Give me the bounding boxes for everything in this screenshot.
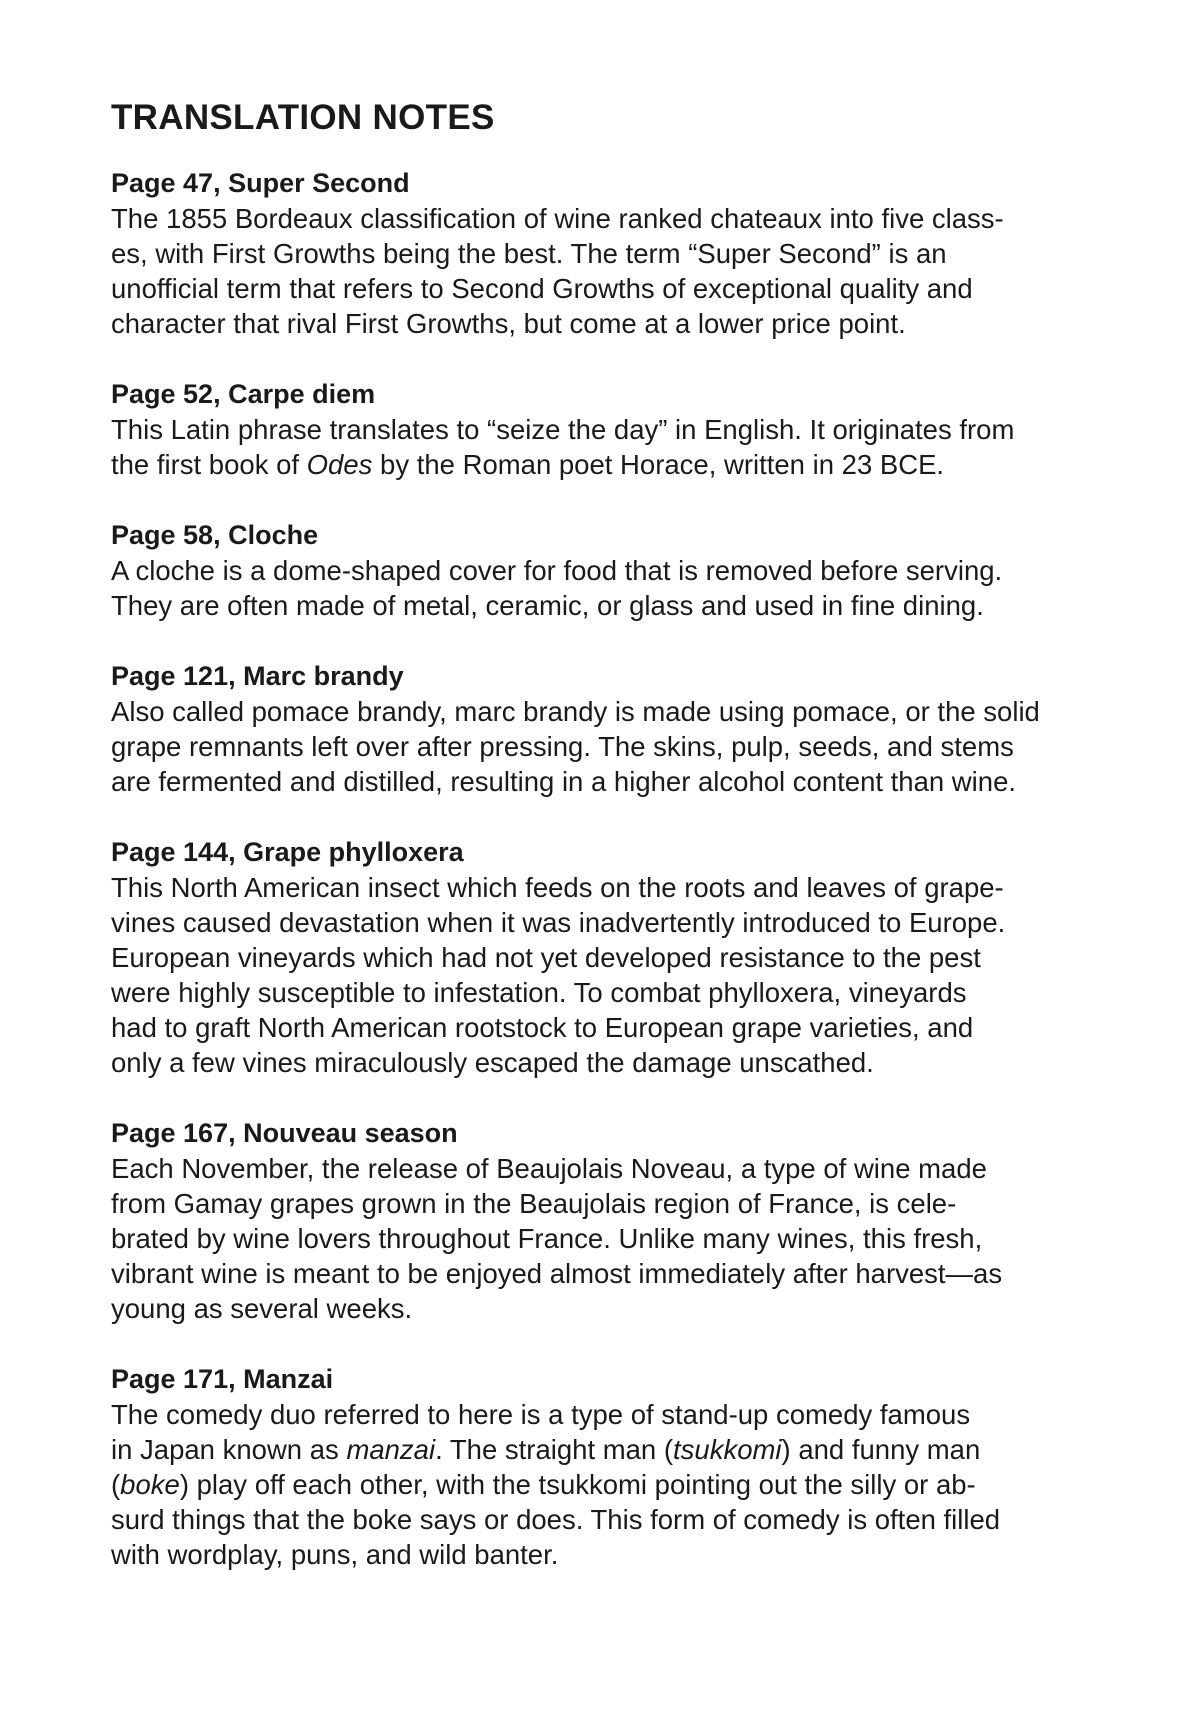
text-run: young as several weeks.	[111, 1293, 413, 1324]
text-run: vines caused devastation when it was inadvertently introduced to Europe.	[111, 907, 1006, 938]
text-run: Each November, the release of Beaujolais Noveau, a type of wine made	[111, 1153, 987, 1184]
italic-term: tsukkomi	[673, 1434, 782, 1465]
text-run: es, with First Growths being the best. The term “Super Second” is an	[111, 238, 947, 269]
text-run: The 1855 Bordeaux classification of wine ranked chateaux into five class-	[111, 203, 1004, 234]
note-line	[111, 1291, 1111, 1326]
text-run: unofficial term that refers to Second Growths of exceptional quality and	[111, 273, 973, 304]
note-section	[111, 377, 1111, 482]
text-run: This Latin phrase translates to “seize the day” in English. It originates from	[111, 414, 1015, 445]
note-line	[111, 1186, 1111, 1221]
note-line	[111, 1432, 1111, 1467]
note-line	[111, 447, 1111, 482]
note-line	[111, 271, 1111, 306]
note-section	[111, 659, 1111, 799]
note-section	[111, 835, 1111, 1080]
text-run: with wordplay, puns, and wild banter.	[111, 1539, 559, 1570]
note-line	[111, 940, 1111, 975]
note-line	[111, 1537, 1111, 1572]
note-line	[111, 412, 1111, 447]
note-body	[111, 412, 1111, 482]
note-line	[111, 201, 1111, 236]
note-section	[111, 166, 1111, 341]
note-body	[111, 1151, 1111, 1326]
text-run: had to graft North American rootstock to European grape varieties, and	[111, 1012, 974, 1043]
note-line	[111, 1151, 1111, 1186]
text-run: character that rival First Growths, but come at a lower price point.	[111, 308, 906, 339]
note-line	[111, 729, 1111, 764]
text-run: A cloche is a dome-shaped cover for food that is removed before serving.	[111, 555, 1003, 586]
note-line	[111, 236, 1111, 271]
note-body	[111, 553, 1111, 623]
italic-term: Odes	[306, 449, 373, 480]
notes-list	[111, 166, 1111, 1572]
translation-notes-page	[111, 92, 1111, 1608]
text-run: (	[111, 1469, 121, 1500]
text-run: vibrant wine is meant to be enjoyed almost immediately after harvest—as	[111, 1258, 1003, 1289]
note-heading: Page 47, Super Second	[111, 168, 410, 198]
italic-term: boke	[120, 1469, 180, 1500]
text-run: . The straight man (	[435, 1434, 674, 1465]
note-heading: Page 52, Carpe diem	[111, 379, 376, 409]
note-section	[111, 1116, 1111, 1326]
text-run: grape remnants left over after pressing. The skins, pulp, seeds, and stems	[111, 731, 1014, 762]
text-run: They are often made of metal, ceramic, or glass and used in fine dining.	[111, 590, 984, 621]
text-run: from Gamay grapes grown in the Beaujolais region of France, is cele-	[111, 1188, 957, 1219]
note-line	[111, 1467, 1111, 1502]
note-line	[111, 1256, 1111, 1291]
note-line	[111, 306, 1111, 341]
text-run: were highly susceptible to infestation. To combat phylloxera, vineyards	[111, 977, 967, 1008]
text-run: are fermented and distilled, resulting in a higher alcohol content than wine.	[111, 766, 1017, 797]
note-line	[111, 1221, 1111, 1256]
text-run: brated by wine lovers throughout France. Unlike many wines, this fresh,	[111, 1223, 983, 1254]
text-run: Also called pomace brandy, marc brandy is made using pomace, or the solid	[111, 696, 1040, 727]
note-line	[111, 870, 1111, 905]
note-heading: Page 144, Grape phylloxera	[111, 837, 464, 867]
note-heading: Page 171, Manzai	[111, 1364, 334, 1394]
text-run: only a few vines miraculously escaped the damage unscathed.	[111, 1047, 874, 1078]
note-line	[111, 1397, 1111, 1432]
note-body	[111, 201, 1111, 341]
text-run: This North American insect which feeds on the roots and leaves of grape-	[111, 872, 1004, 903]
text-run: surd things that the boke says or does. This form of comedy is often filled	[111, 1504, 1001, 1535]
note-line	[111, 694, 1111, 729]
page-title: TRANSLATION NOTES	[111, 98, 495, 137]
note-line	[111, 1045, 1111, 1080]
text-run: European vineyards which had not yet developed resistance to the pest	[111, 942, 981, 973]
note-heading: Page 58, Cloche	[111, 520, 319, 550]
text-run: in Japan known as	[111, 1434, 347, 1465]
note-line	[111, 588, 1111, 623]
italic-term: manzai	[346, 1434, 436, 1465]
note-heading: Page 167, Nouveau season	[111, 1118, 458, 1148]
note-line	[111, 975, 1111, 1010]
note-body	[111, 1397, 1111, 1572]
note-line	[111, 764, 1111, 799]
text-run: by the Roman poet Horace, written in 23 BCE.	[372, 449, 945, 480]
note-line	[111, 905, 1111, 940]
note-line	[111, 553, 1111, 588]
text-run: The comedy duo referred to here is a type of stand-up comedy famous	[111, 1399, 971, 1430]
note-body	[111, 870, 1111, 1080]
text-run: ) and funny man	[781, 1434, 981, 1465]
note-section	[111, 518, 1111, 623]
note-heading: Page 121, Marc brandy	[111, 661, 404, 691]
note-line	[111, 1502, 1111, 1537]
note-body	[111, 694, 1111, 799]
text-run: the first book of	[111, 449, 307, 480]
note-line	[111, 1010, 1111, 1045]
note-section	[111, 1362, 1111, 1572]
text-run: ) play off each other, with the tsukkomi pointing out the silly or ab-	[179, 1469, 976, 1500]
